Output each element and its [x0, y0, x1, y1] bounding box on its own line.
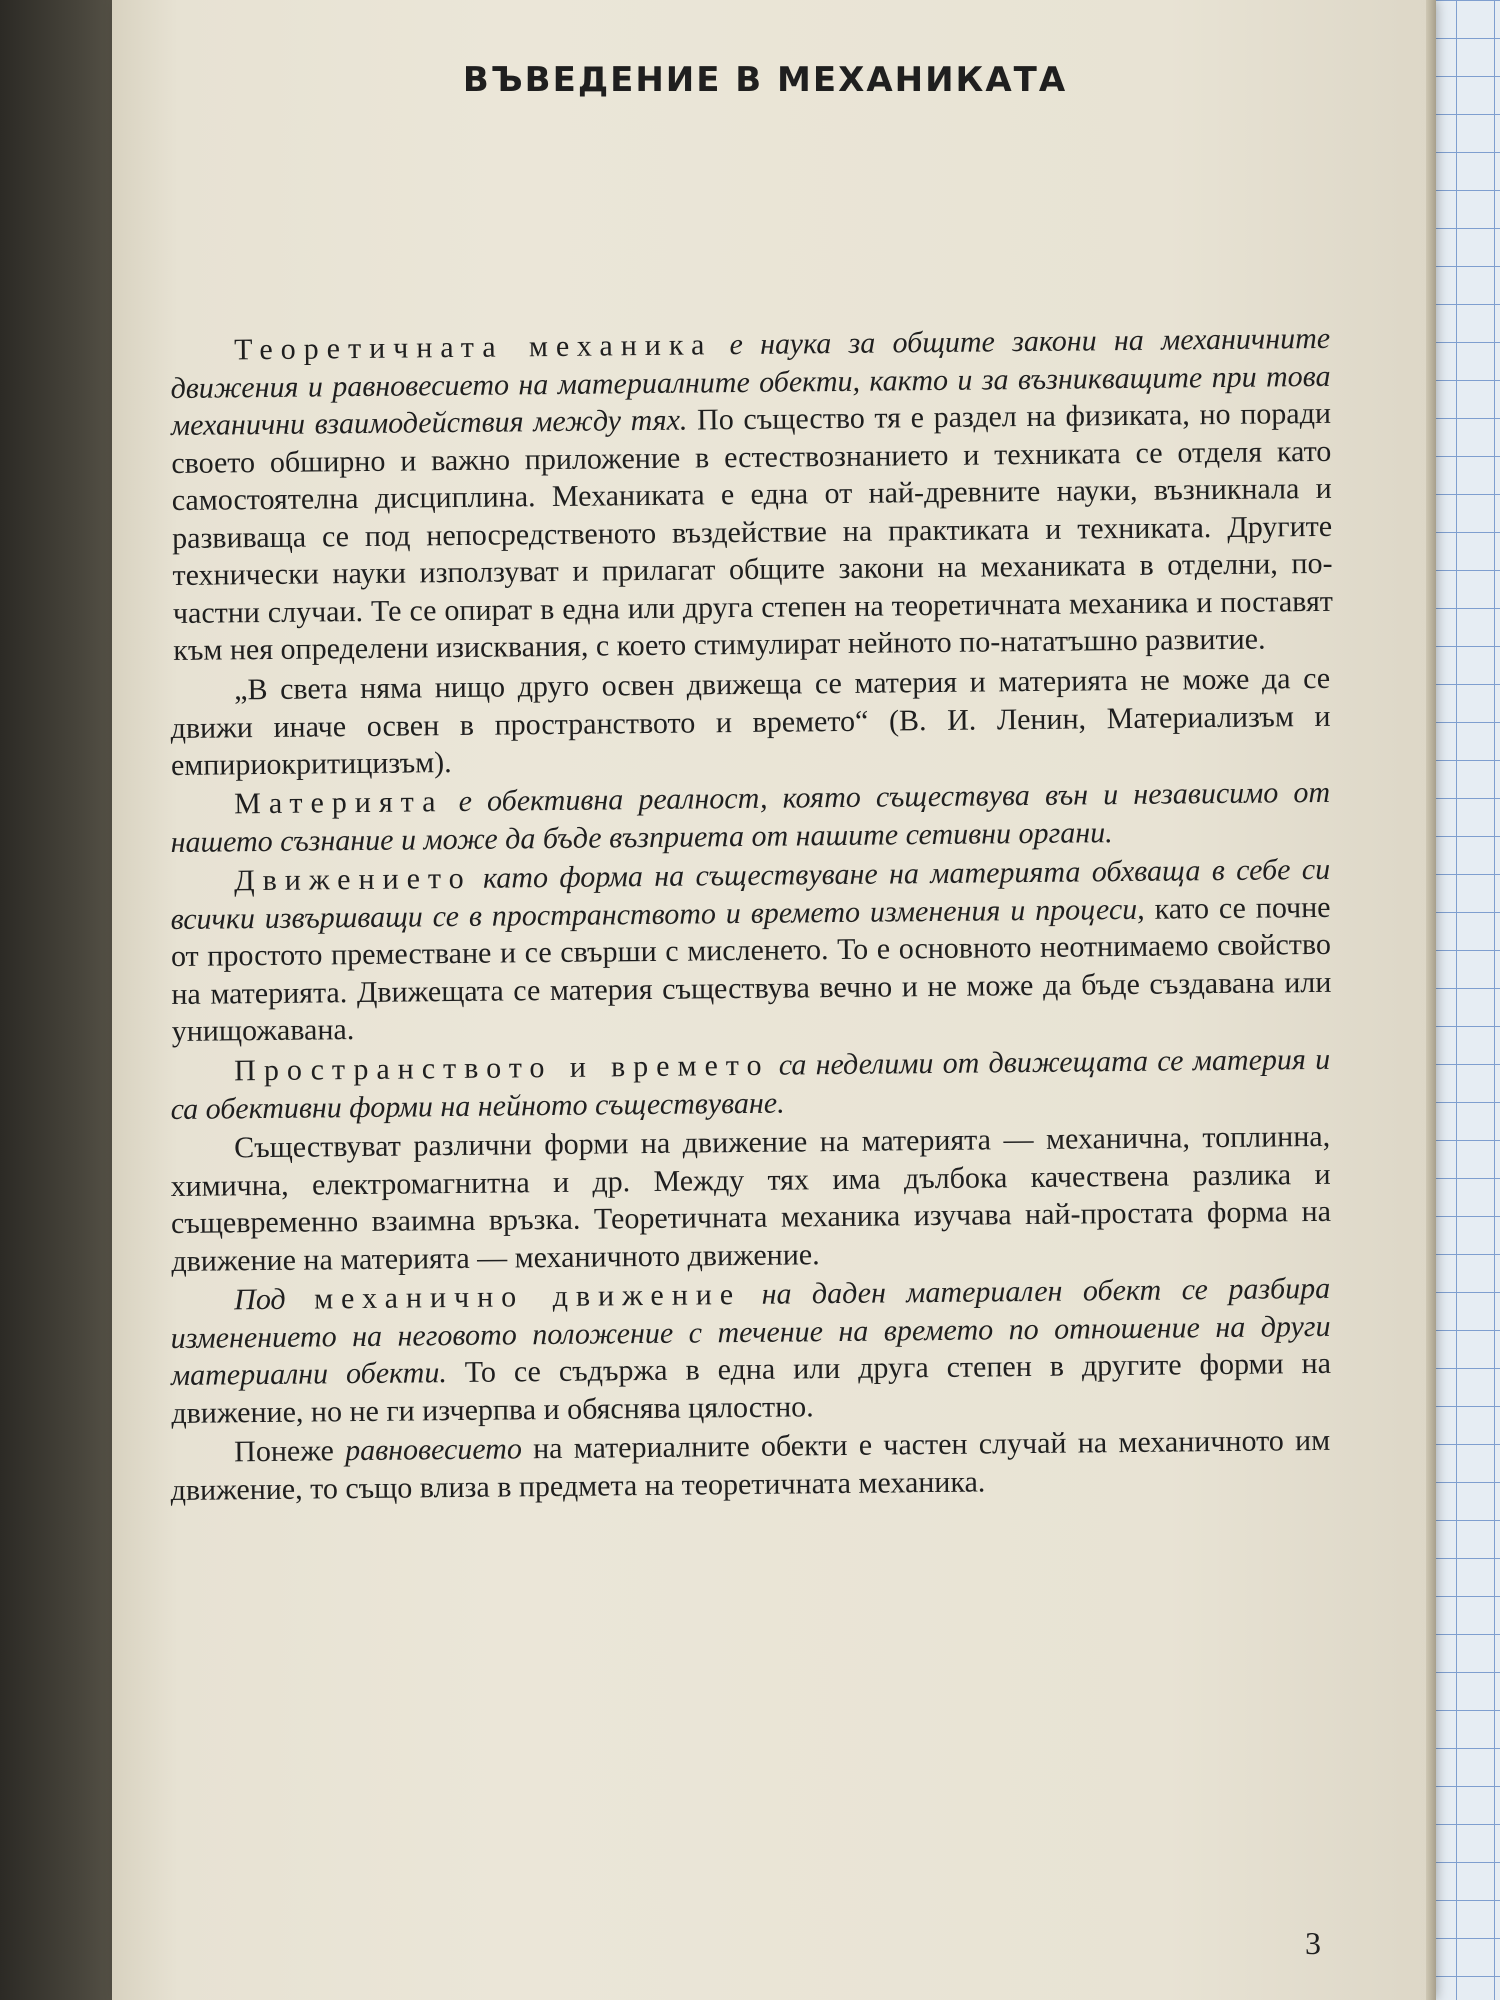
- spaced-term: механично движение: [285, 1277, 742, 1316]
- definition-text: са неделими от движещата се материя и са обективни форми на нейното съществуване.: [170, 1042, 1331, 1125]
- italic-lead: Под: [234, 1282, 286, 1316]
- paragraph-2-quote: [170, 659, 1331, 784]
- book-binding: [0, 0, 130, 2000]
- spaced-term: Движението: [234, 861, 472, 898]
- paragraph-7: [170, 1269, 1332, 1431]
- paragraph-8: [170, 1421, 1331, 1508]
- paragraph-4: [170, 851, 1332, 1051]
- body-text: То се съдържа в една или друга степен в другите форми на движение, но не ги изчерпва и обяснява цялостно.: [171, 1346, 1332, 1429]
- italic-term: равновесието: [344, 1431, 523, 1467]
- page-number: 3: [1305, 1925, 1321, 1961]
- body-text: като се почне от простото преместване и се свърши с мисленето. То е основното неотнимаемо свойство на материята. Движещата се материя съществува вечно и не може да бъде създавана или унищожавана.: [170, 890, 1332, 1048]
- paragraph-1: [170, 320, 1333, 670]
- definition-text: е наука за общите закони на механичните движения и равновесието на материалните обекти, както и за възникващите при това механични взаимодействия между тях.: [170, 321, 1331, 442]
- body-text: По същество тя е раздел на физиката, но поради своето обширно и важно приложение в естествознанието и техниката се отделя като самостоятелна дисциплина. Механиката е една от най-древните науки, възникнала и развиваща се под непосредственото въздействие на практиката и техниката. Другите технически науки използуват и прилагат общите закони на механиката в отделни, по-частни случаи. Те се опират в една или друга степен на теоретичната механика и поставят към нея определени изисквания, с което стимулират нейното по-нататъшно развитие.: [171, 396, 1334, 667]
- body-text: на материалните обекти е частен случай на механичното им движение, то също влиза в предмета на теоретичната механика.: [170, 1423, 1331, 1506]
- definition-text: е обективна реалност, която съществува вън и независимо от нашето съзнание и може да бъде възприета от нашите сетивни органи.: [170, 775, 1331, 859]
- page-edge: [1426, 0, 1436, 2000]
- page-content: [170, 60, 1334, 1509]
- body-text: Съществуват различни форми на движение на материята — механична, топлинна, химична, електромагнитна и др. Между тях има дълбока качествена разлика и същевременно взаимна връзка. Теоретичната механика изучава най-простата форма на движение на материята — механичното движение.: [170, 1119, 1332, 1277]
- paragraph-6: [170, 1117, 1332, 1279]
- spaced-term: Теоретичната механика: [234, 328, 713, 367]
- chapter-title: ВЪВЕДЕНИЕ В МЕХАНИКАТА: [462, 60, 1068, 100]
- paragraph-3: [170, 774, 1331, 861]
- paragraph-5: [170, 1040, 1331, 1127]
- spaced-term: Материята: [234, 785, 444, 821]
- definition-text: като форма на съществуване на материята обхваща в себе си всички извършващи се в пространството и времето изменения и процеси,: [170, 852, 1331, 936]
- body-text-lead: Понеже: [234, 1433, 346, 1468]
- quote-text: „В света няма нищо друго освен движеща се материя и материята не може да се движи иначе освен в пространството и времето“ (В. И. Ленин, Материализъм и емпириокритицизъм).: [170, 661, 1331, 782]
- spaced-term: Пространството и времето: [234, 1048, 770, 1087]
- definition-text: на даден материален обект се разбира изменението на неговото положение с течение на времето по отношение на други материални обекти.: [170, 1271, 1331, 1392]
